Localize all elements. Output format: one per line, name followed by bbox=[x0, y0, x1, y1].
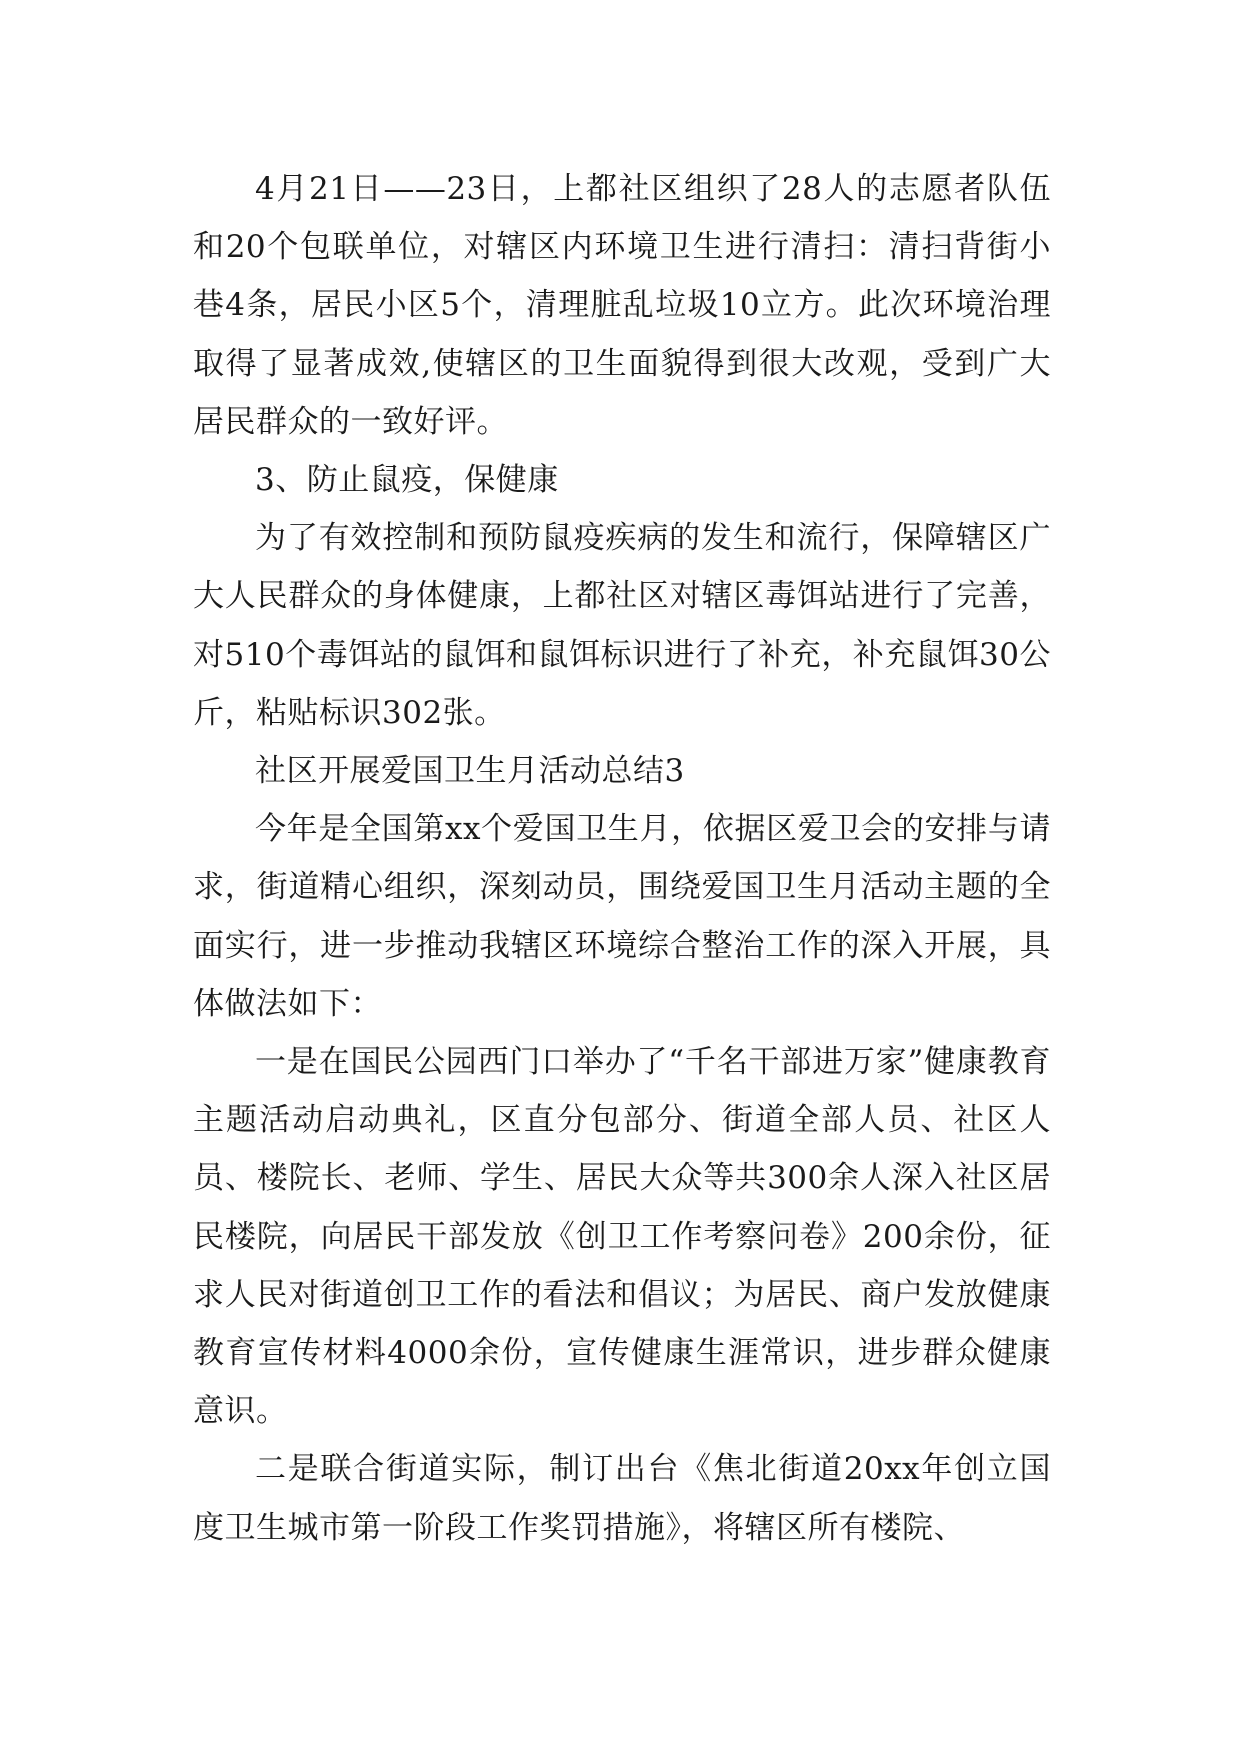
paragraph-reward-measures: 二是联合街道实际，制订出台《焦北街道20xx年创立国度卫生城市第一阶段工作奖罚措施》，将辖区所有楼院、 bbox=[193, 1451, 1051, 1546]
paragraph-health-education-event: 一是在国民公园西门口举办了“千名干部进万家”健康教育主题活动启动典礼，区直分包部分、街道全部人员、社区人员、楼院长、老师、学生、居民大众等共300余人深入社区居民楼院，向居民干部发放《创卫工作考察问卷》200余份，征求人民对街道创卫工作的看法和倡议；为居民、商户发放健康教育宣传材料4000余份，宣传健康生涯常识，进步群众健康意识。 bbox=[193, 1044, 1051, 1430]
paragraph-hygiene-month-intro: 今年是全国第xx个爱国卫生月，依据区爱卫会的安排与请求，街道精心组织，深刻动员，围绕爱国卫生月活动主题的全面实行，进一步推动我辖区环境综合整治工作的深入开展，具体做法如下： bbox=[193, 811, 1051, 1022]
section-title-summary-3: 社区开展爱国卫生月活动总结3 bbox=[255, 753, 685, 790]
document-body bbox=[193, 160, 1051, 1557]
section-heading-plague-prevention: 3、防止鼠疫，保健康 bbox=[255, 462, 559, 499]
paragraph-rat-bait-stations: 为了有效控制和预防鼠疫疾病的发生和流行，保障辖区广大人民群众的身体健康，上都社区对辖区毒饵站进行了完善，对510个毒饵站的鼠饵和鼠饵标识进行了补充，补充鼠饵30公斤，粘贴标识302张。 bbox=[193, 520, 1051, 731]
paragraph-environment-cleanup: 4月21日——23日，上都社区组织了28人的志愿者队伍和20个包联单位，对辖区内环境卫生进行清扫：清扫背街小巷4条，居民小区5个，清理脏乱垃圾10立方。此次环境治理取得了显著成效,使辖区的卫生面貌得到很大改观，受到广大居民群众的一致好评。 bbox=[193, 171, 1051, 440]
